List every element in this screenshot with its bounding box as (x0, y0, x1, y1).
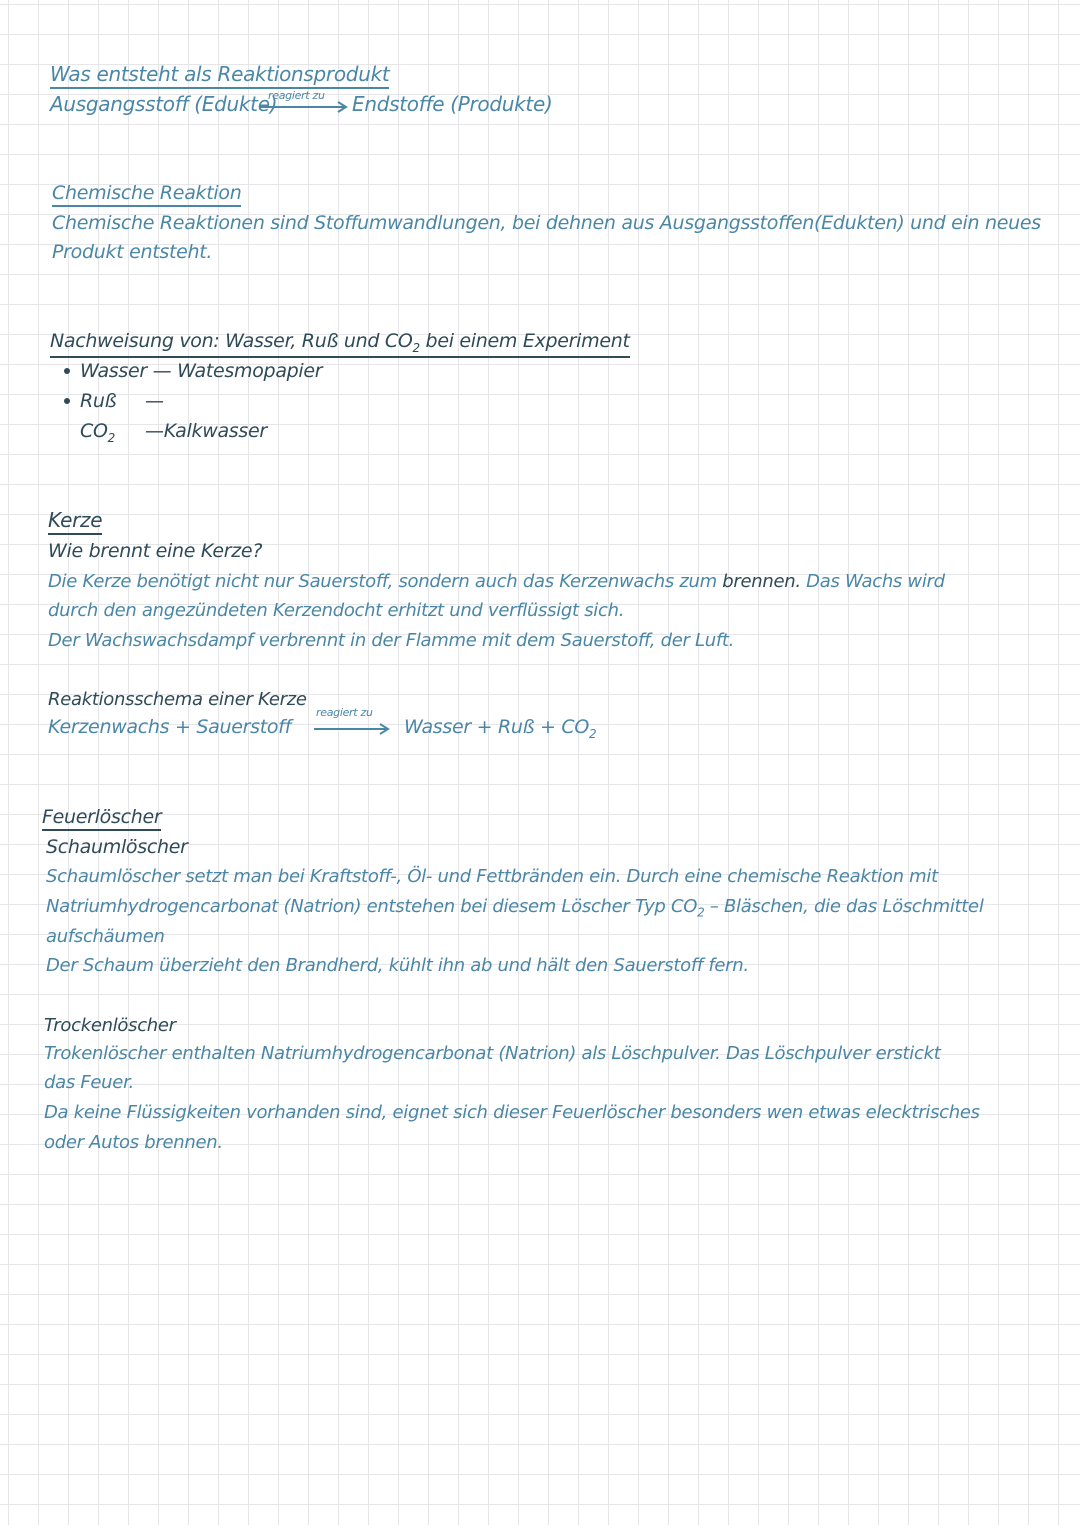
item-sub: 2 (107, 430, 115, 445)
bullet-icon (64, 398, 70, 404)
schema-heading: Reaktionsschema einer Kerze (48, 689, 307, 710)
definition-line-1: Chemische Reaktionen sind Stoffumwandlungen, bei dehnen aus Ausgangsstoffen(Edukten) und ein neues (52, 212, 1041, 234)
item-dash: — (145, 390, 164, 412)
schaum-line-2 (46, 896, 984, 920)
kerze-p1-c: Das Wachs wird (800, 571, 945, 592)
schaum-line-2-a: Natriumhydrogencarbonat (Natrion) entstehen bei diesem Löscher Typ CO (46, 896, 698, 917)
nachweis-heading-a: Nachweisung von: Wasser, Ruß und CO (50, 330, 413, 352)
nachweis-heading-sub: 2 (412, 340, 420, 355)
section-heading-kerze: Kerze (48, 508, 102, 535)
item-dash: — (152, 360, 172, 382)
section-heading-reaktionsprodukt: Was entsteht als Reaktionsprodukt (50, 62, 389, 89)
reaction-arrow-icon (258, 100, 350, 114)
schaum-line-4: Der Schaum überzieht den Brandherd, kühlt ihn ab und hält den Sauerstoff fern. (46, 955, 749, 976)
schaum-line-2-sub: 2 (697, 905, 705, 920)
schema-products (404, 716, 596, 741)
kerze-paragraph-line-3: Der Wachswachsdampf verbrennt in der Flamme mit dem Sauerstoff, der Luft. (48, 630, 735, 651)
nachweis-item-wasser (80, 360, 322, 382)
schema-reactants: Kerzenwachs + Sauerstoff (48, 716, 291, 738)
trocken-line-1: Trokenlöscher enthalten Natriumhydrogencarbonat (Natrion) als Löschpulver. Das Löschpulver erstickt (44, 1043, 941, 1064)
bullet-icon (64, 368, 70, 374)
definition-line-2: Produkt entsteht. (52, 241, 213, 263)
trocken-line-2: das Feuer. (44, 1072, 134, 1093)
item-name: Ruß (80, 390, 117, 412)
item-name: Wasser (80, 360, 147, 382)
section-heading-feuerloescher: Feuerlöscher (42, 806, 161, 831)
schaumloescher-heading: Schaumlöscher (46, 836, 188, 858)
nachweis-item-co2 (80, 420, 115, 445)
section-heading-nachweisung (50, 330, 630, 358)
schaum-line-3: aufschäumen (46, 926, 165, 947)
item-dash: — (145, 420, 164, 442)
nachweis-item-russ (80, 390, 116, 412)
nachweis-heading-b: bei einem Experiment (419, 330, 630, 352)
kerze-p1-a: Die Kerze benötigt nicht nur Sauerstoff, sondern auch das Kerzenwachs zum (48, 571, 723, 592)
schema-products-sub: 2 (589, 726, 597, 741)
produkte-label: Endstoffe (Produkte) (352, 92, 553, 116)
trocken-line-4: oder Autos brennen. (44, 1132, 223, 1153)
schaum-line-1: Schaumlöscher setzt man bei Kraftstoff-, Öl- und Fettbränden ein. Durch eine chemische Reaktion mit (46, 866, 938, 887)
kerze-p1-b: brennen. (722, 571, 801, 592)
schema-arrow-label: reagiert zu (316, 706, 373, 719)
trockenloescher-heading: Trockenlöscher (44, 1015, 176, 1036)
kerze-paragraph-line-1 (48, 571, 945, 592)
edukte-label: Ausgangsstoff (Edukte) (50, 92, 278, 116)
item-test: Watesmopapier (177, 360, 323, 382)
arrow-label: reagiert zu (268, 89, 325, 102)
schema-products-text: Wasser + Ruß + CO (404, 716, 590, 738)
trocken-line-3: Da keine Flüssigkeiten vorhanden sind, eignet sich dieser Feuerlöscher besonders wen etwas elecktrisches (44, 1102, 980, 1123)
section-heading-chemische-reaktion: Chemische Reaktion (52, 182, 241, 207)
schaum-line-2-b: – Bläschen, die das Löschmittel (704, 896, 984, 917)
kerze-paragraph-line-2: durch den angezündeten Kerzendocht erhitzt und verflüssigt sich. (48, 600, 625, 621)
reaction-arrow-icon (312, 722, 392, 736)
item-name: CO (80, 420, 108, 442)
nachweis-co2-test (145, 420, 267, 442)
kerze-question: Wie brennt eine Kerze? (48, 540, 263, 562)
item-test: Kalkwasser (163, 420, 267, 442)
